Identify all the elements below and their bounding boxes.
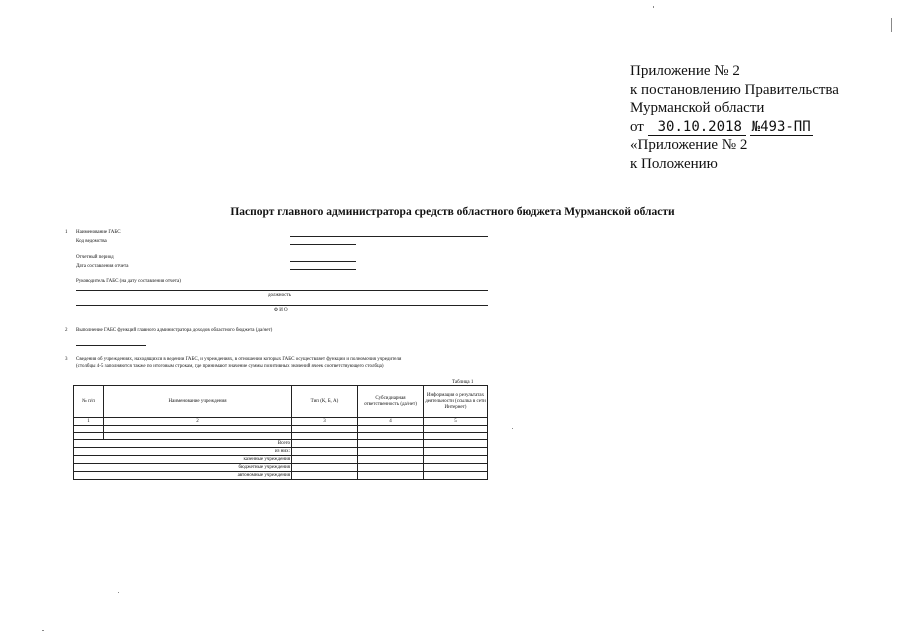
column-number-cell: 4 <box>358 418 424 426</box>
table-1-caption: Таблица 1 <box>452 380 474 385</box>
table-header-row <box>74 386 488 418</box>
head-label: Руководитель ГАБС (на дату составления отчета) <box>76 279 181 284</box>
scan-mark <box>42 630 44 631</box>
header-cell-number: № п/п <box>74 386 104 418</box>
summary-label-of-which: из них: <box>74 448 292 456</box>
summary-row-autonomous <box>74 472 488 480</box>
header-number: №493-ПП <box>751 118 811 135</box>
report-date-field <box>290 269 356 270</box>
header-line-5: «Приложение № 2 <box>630 137 748 153</box>
report-period-label: Отчетный период <box>76 255 114 260</box>
header-ot-label: от <box>630 118 644 135</box>
header-cell-liability: Субсидиарная ответственность (да/нет) <box>358 386 424 418</box>
section-2-number: 2 <box>65 328 68 333</box>
column-number-cell: 2 <box>104 418 292 426</box>
scan-mark <box>512 428 513 429</box>
section-2-answer-field <box>76 345 146 346</box>
summary-label-autonomous: автономные учреждения <box>74 472 292 480</box>
column-number-cell: 5 <box>424 418 488 426</box>
column-numbers-row <box>74 418 488 426</box>
header-date: 30.10.2018 <box>648 120 746 136</box>
department-code-label: Код ведомства <box>76 239 107 244</box>
header-line-3: Мурманской области <box>630 100 765 116</box>
head-fio-field <box>76 305 488 306</box>
gabs-name-label: Наименование ГАБС <box>76 230 121 235</box>
header-date-line <box>630 118 839 137</box>
section-3-text-line-2: (столбцы 4-5 заполняются также по итоговым строкам, где принимают значение суммы позитивных значений ячеек соответствующего столбца) <box>76 364 384 369</box>
scan-mark <box>653 6 654 8</box>
scan-mark <box>891 18 892 32</box>
summary-label-state: казенные учреждения <box>74 456 292 464</box>
summary-label-total: Всего <box>74 440 292 448</box>
column-number-cell: 3 <box>292 418 358 426</box>
document-title: Паспорт главного администратора средств областного бюджета Мурманской области <box>230 206 675 218</box>
header-line-2: к постановлению Правительства <box>630 81 839 98</box>
table-row <box>74 433 488 440</box>
head-position-field <box>76 290 488 291</box>
position-label: должность <box>268 293 291 298</box>
header-cell-name: Наименование учреждения <box>104 386 292 418</box>
fio-label: Ф И О <box>274 308 288 313</box>
header-block <box>630 62 839 173</box>
department-code-field <box>290 244 356 245</box>
table-row <box>74 426 488 433</box>
report-date-label: Дата составления отчета <box>76 264 129 269</box>
institutions-table <box>73 385 488 480</box>
section-2-text: Выполнение ГАБС функций главного администратора доходов областного бюджета (да/нет) <box>76 328 273 333</box>
header-line-1: Приложение № 2 <box>630 63 740 79</box>
summary-label-budget: бюджетные учреждения <box>74 464 292 472</box>
header-cell-info: Информация о результатах деятельности (ссылка в сети Интернет) <box>424 386 488 418</box>
scan-mark <box>118 592 119 593</box>
section-3-number: 3 <box>65 357 68 362</box>
summary-row-total <box>74 440 488 448</box>
header-cell-type: Тип (К, Б, А) <box>292 386 358 418</box>
report-period-field <box>290 261 356 262</box>
column-number-cell: 1 <box>74 418 104 426</box>
gabs-name-field <box>290 236 488 237</box>
summary-row-of-which <box>74 448 488 456</box>
section-1-number: 1 <box>65 230 68 235</box>
section-3-text-line-1: Сведения об учреждениях, находящихся в ведении ГАБС, и учреждениях, в отношении которых ГАБС осуществляет функции и полномочия учредителя <box>76 357 402 362</box>
header-line-6: к Положению <box>630 155 718 172</box>
summary-row-budget <box>74 464 488 472</box>
summary-row-state <box>74 456 488 464</box>
